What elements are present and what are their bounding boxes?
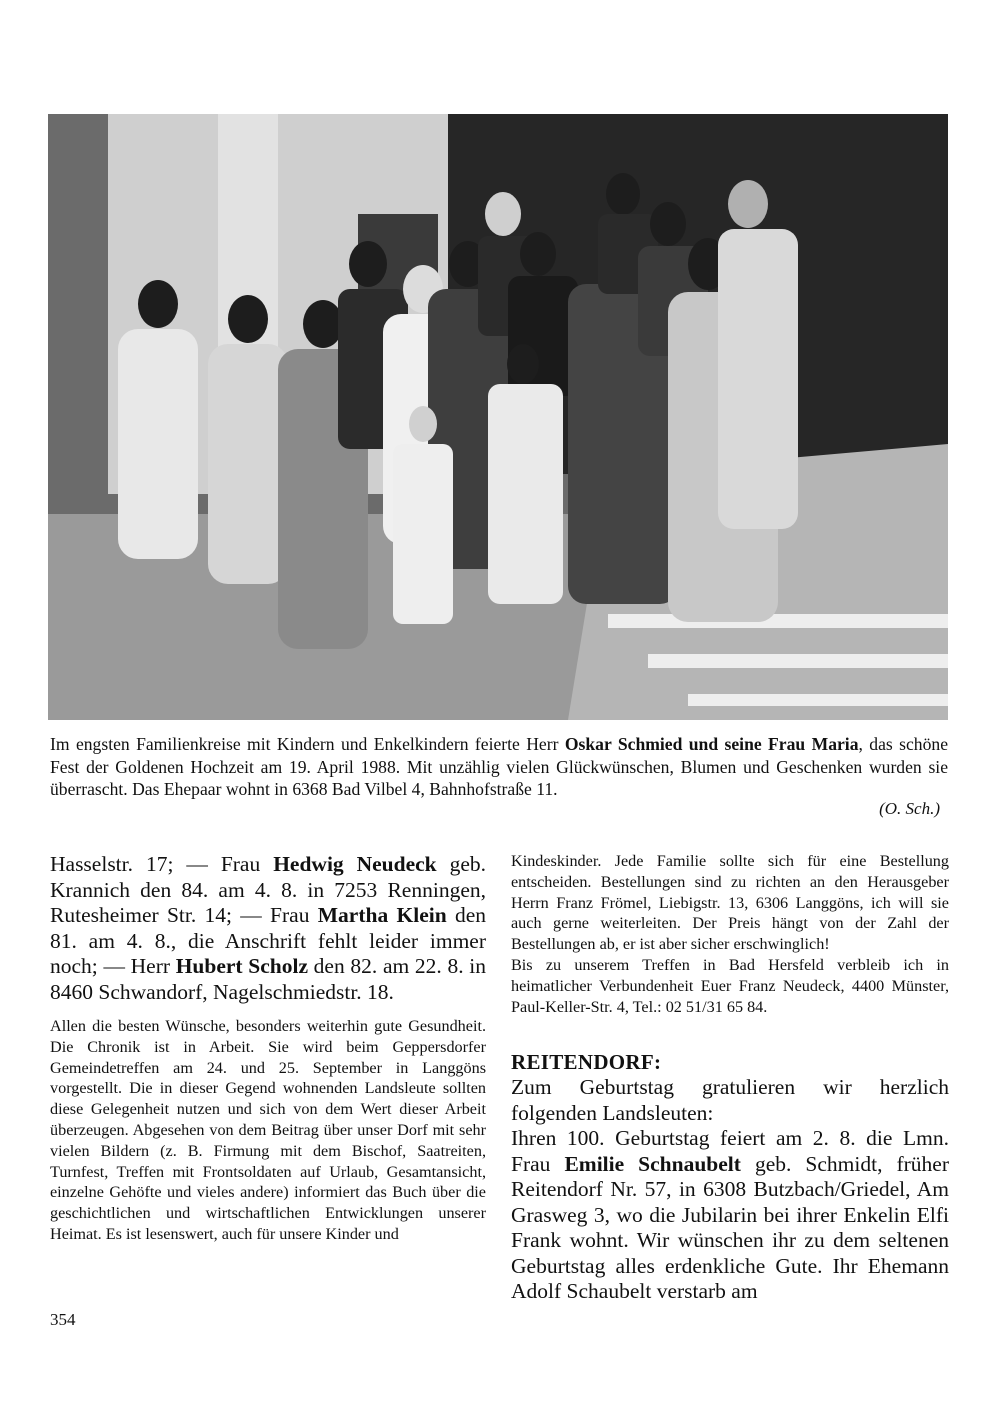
- birthday-list-continued: Hasselstr. 17; — Frau Hedwig Neudeck geb. Krannich den 84. am 4. 8. in 7253 Renningen, Rutesheimer Str. 14; — Frau Martha Klein den 81. am 4. 8., die Anschrift fehlt leider immer noch; — Herr Hubert Scholz den 82. am 22. 8. in 8460 Schwandorf, Nagelschmiedstr. 18.: [50, 852, 487, 1004]
- name-martha-klein: Martha Klein: [317, 903, 447, 927]
- family-photo-graphic: [48, 114, 948, 720]
- name-hedwig-neudeck: Hedwig Neudeck: [273, 852, 437, 876]
- reitendorf-intro: Zum Geburtstag gratulieren wir herzlich folgenden Landsleuten:: [511, 1075, 949, 1125]
- reitendorf-birthday: Ihren 100. Geburtstag feiert am 2. 8. die Lmn. Frau Emilie Schnaubelt geb. Schmidt, früher Reitendorf Nr. 57, in 6308 Butzbach/Griedel, Am Grasweg 3, wo die Jubilarin bei ihrer Enkelin Elfi Frank wohnt. Wir wünschen ihr zu dem seltenen Geburtstag alles erdenkliche Gute. Ihr Ehemann Adolf Schaubelt verstarb am: [511, 1126, 949, 1303]
- left-column-lower: [50, 1016, 486, 1245]
- photo-credit: (O. Sch.): [879, 799, 940, 818]
- caption-names: Oskar Schmied und seine Frau Maria: [564, 734, 859, 754]
- closing-paragraph: Bis zu unserem Treffen in Bad Hersfeld verbleib ich in heimatlicher Verbundenheit Euer Franz Neudeck, 4400 Münster, Paul-Keller-Str. 4, Tel.: 02 51/31 65 84.: [511, 955, 949, 1016]
- photo-caption: [50, 733, 948, 801]
- name-hubert-scholz: Hubert Scholz: [175, 954, 308, 978]
- left-column: [50, 852, 486, 1005]
- family-photo: [48, 114, 948, 720]
- section-heading-reitendorf: REITENDORF:: [511, 1050, 662, 1074]
- reitendorf-section: [511, 1050, 949, 1305]
- name-emilie-schnaubelt: Emilie Schnaubelt: [564, 1151, 741, 1176]
- chronicle-paragraph: Allen die besten Wünsche, besonders weiterhin gute Gesundheit. Die Chronik ist in Arbeit. Sie wird beim Geppersdorfer Gemeindetreffen am 24. und 25. September in Langgöns vorgestellt. Die in dieser Gegend wohnenden Landsleute sollten diese Gelegenheit nutzen und sich von dem Wert dieser Arbeit überzeugen. Abgesehen von dem Beitrag über unser Dorf mit sehr vielen Bildern (z. B. Firmung mit dem Bischof, Saatreiten, Turnfest, Treffen mit Frontsoldaten auf Urlaub, Gesamtansicht, einzelne Gehöfte und vieles andere) informiert das Buch über die geschichtlichen und wirtschaftlichen Entwicklungen unserer Heimat. Es ist lesenswert, auch für unsere Kinder und: [50, 1017, 486, 1243]
- caption-text-2: , das schöne Fest der Goldenen Hochzeit am 19. April 1988. Mit unzählig vielen Glückwünschen, Blumen und Geschenken wurden sie überrascht. Das Ehepaar wohnt in 6368 Bad Vilbel 4, Bahnhofstraße 11.: [50, 734, 948, 799]
- order-paragraph: Kindeskinder. Jede Familie sollte sich für eine Bestellung entscheiden. Bestellungen sind zu richten an den Herausgeber Herrn Franz Frömel, Liebigstr. 13, 6306 Langgöns, ich will sie auch gerne weiterleiten. Der Preis hängt von der Zahl der Bestellungen ab, er ist aber sicher erschwinglich!: [511, 852, 949, 954]
- caption-text-1: Im engsten Familienkreise mit Kindern und Enkelkindern feierte Herr: [50, 734, 565, 754]
- right-column: [511, 851, 949, 1017]
- page-number: 354: [50, 1310, 76, 1329]
